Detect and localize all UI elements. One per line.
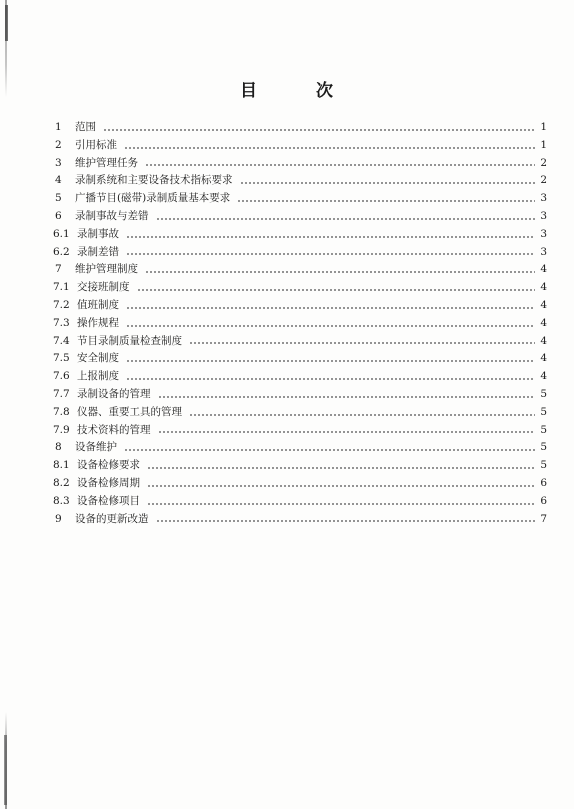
toc-entry-title: 操作规程 <box>77 316 119 329</box>
toc-dot-leader <box>147 460 535 472</box>
scan-mark-top <box>5 5 8 41</box>
toc-entry[interactable] <box>53 333 547 351</box>
toc-dot-leader <box>147 478 535 490</box>
toc-entry[interactable] <box>53 493 547 511</box>
scan-mark-bottom <box>4 735 7 805</box>
toc-dot-leader <box>145 157 535 169</box>
toc-entry[interactable] <box>53 226 547 244</box>
toc-dot-leader <box>126 353 535 365</box>
toc-entry[interactable] <box>53 368 547 386</box>
toc-entry-page: 1 <box>540 138 547 151</box>
toc-entry-title: 广播节目(磁带)录制质量基本要求 <box>75 192 231 205</box>
toc-entry[interactable] <box>53 190 547 208</box>
toc-entry-number: 7.1 <box>53 281 70 294</box>
toc-entry[interactable] <box>53 475 547 493</box>
toc-entry-number: 8.2 <box>53 476 70 489</box>
toc-entry[interactable] <box>53 172 547 190</box>
toc-entry-title: 录制事故 <box>77 227 119 240</box>
toc-entry-page: 5 <box>540 441 547 454</box>
toc-entry-title: 录制差错 <box>77 245 119 258</box>
toc-entry-page: 3 <box>540 227 547 240</box>
toc-dot-leader <box>147 496 535 508</box>
toc-dot-leader <box>189 407 535 419</box>
toc-entry-number: 8 <box>55 441 62 454</box>
toc-dot-leader <box>158 389 536 401</box>
toc-entry[interactable] <box>53 511 547 529</box>
toc-entry-number: 7 <box>55 263 62 276</box>
toc-dot-leader <box>145 264 535 276</box>
toc-entry[interactable] <box>53 244 547 262</box>
toc-entry-page: 1 <box>540 121 547 133</box>
toc-entry-number: 9 <box>55 512 62 525</box>
toc-entry-page: 3 <box>540 192 547 205</box>
scan-edge <box>5 0 7 809</box>
toc-dot-leader <box>240 175 536 187</box>
toc-entry[interactable] <box>53 119 547 137</box>
toc-entry-title: 上报制度 <box>77 370 119 383</box>
toc-entry-page: 2 <box>540 174 547 187</box>
toc-entry[interactable] <box>53 297 547 315</box>
toc-entry[interactable] <box>53 422 547 440</box>
toc-dot-leader <box>126 229 535 241</box>
toc-entry-title: 设备检修要求 <box>77 459 140 472</box>
title-char-left: 目 <box>240 81 258 101</box>
toc-entry-number: 8.3 <box>53 494 70 507</box>
table-of-contents <box>53 119 547 528</box>
toc-dot-leader <box>126 300 535 312</box>
toc-entry-page: 3 <box>540 209 547 222</box>
toc-entry-page: 6 <box>540 476 547 489</box>
toc-entry-number: 1 <box>55 121 62 133</box>
toc-entry-number: 7.8 <box>53 405 70 418</box>
toc-entry-number: 8.1 <box>53 459 70 472</box>
toc-entry[interactable] <box>53 155 547 173</box>
toc-dot-leader <box>124 140 535 152</box>
toc-entry-page: 6 <box>540 494 547 507</box>
toc-dot-leader <box>124 442 535 454</box>
toc-entry-number: 4 <box>55 174 62 187</box>
toc-entry-title: 录制设备的管理 <box>77 387 151 400</box>
toc-entry-title: 值班制度 <box>77 298 119 311</box>
toc-entry-page: 5 <box>540 405 547 418</box>
toc-entry-title: 仪器、重要工具的管理 <box>77 405 182 418</box>
toc-entry-number: 7.2 <box>53 298 70 311</box>
toc-dot-leader <box>156 513 536 525</box>
toc-entry-title: 维护管理任务 <box>75 156 138 169</box>
toc-entry-title: 录制事故与差错 <box>75 209 149 222</box>
toc-entry-number: 7.7 <box>53 387 70 400</box>
toc-entry-page: 5 <box>540 459 547 472</box>
toc-entry-title: 设备的更新改造 <box>75 512 149 525</box>
toc-entry[interactable] <box>53 137 547 155</box>
toc-entry[interactable] <box>53 279 547 297</box>
toc-entry-page: 4 <box>540 298 547 311</box>
toc-entry-page: 3 <box>540 245 547 258</box>
toc-dot-leader <box>126 318 535 330</box>
page-title <box>0 76 574 101</box>
toc-entry-number: 3 <box>55 156 62 169</box>
toc-entry-title: 范围 <box>75 121 96 133</box>
toc-entry-page: 7 <box>540 512 547 525</box>
toc-dot-leader <box>158 424 536 436</box>
toc-entry-title: 安全制度 <box>77 352 119 365</box>
toc-entry-page: 4 <box>540 334 547 347</box>
toc-entry-number: 7.4 <box>53 334 70 347</box>
toc-entry-page: 4 <box>540 281 547 294</box>
toc-entry-title: 设备检修周期 <box>77 476 140 489</box>
toc-dot-leader <box>156 211 536 223</box>
toc-entry-page: 4 <box>540 316 547 329</box>
toc-entry-number: 2 <box>55 138 62 151</box>
toc-entry-number: 7.3 <box>53 316 70 329</box>
toc-entry[interactable] <box>53 261 547 279</box>
toc-entry-title: 设备检修项目 <box>77 494 140 507</box>
toc-dot-leader <box>189 335 535 347</box>
toc-entry-number: 6.1 <box>53 227 70 240</box>
toc-dot-leader <box>137 282 536 294</box>
toc-entry-title: 引用标准 <box>75 138 117 151</box>
toc-entry-number: 6.2 <box>53 245 70 258</box>
toc-dot-leader <box>126 371 535 383</box>
toc-entry-number: 5 <box>55 192 62 205</box>
toc-entry[interactable] <box>53 315 547 333</box>
toc-entry-number: 6 <box>55 209 62 222</box>
toc-entry-number: 7.6 <box>53 370 70 383</box>
toc-entry[interactable] <box>53 208 547 226</box>
toc-entry-page: 2 <box>540 156 547 169</box>
toc-entry-page: 4 <box>540 352 547 365</box>
toc-dot-leader <box>126 246 535 258</box>
toc-entry[interactable] <box>53 386 547 404</box>
toc-entry-title: 录制系统和主要设备技术指标要求 <box>75 174 233 187</box>
title-char-right: 次 <box>316 81 334 101</box>
toc-entry-title: 节目录制质量检查制度 <box>77 334 182 347</box>
toc-dot-leader <box>237 193 535 205</box>
toc-entry-page: 5 <box>540 423 547 436</box>
toc-entry-number: 7.9 <box>53 423 70 436</box>
toc-entry-title: 技术资料的管理 <box>77 423 151 436</box>
toc-entry-number: 7.5 <box>53 352 70 365</box>
toc-entry[interactable] <box>53 457 547 475</box>
toc-entry[interactable] <box>53 350 547 368</box>
toc-entry-title: 维护管理制度 <box>75 263 138 276</box>
toc-entry[interactable] <box>53 439 547 457</box>
toc-entry-title: 交接班制度 <box>77 281 130 294</box>
toc-dot-leader <box>103 122 535 134</box>
toc-entry-page: 5 <box>540 387 547 400</box>
toc-entry-title: 设备维护 <box>75 441 117 454</box>
toc-entry-page: 4 <box>540 370 547 383</box>
toc-entry[interactable] <box>53 404 547 422</box>
toc-entry-page: 4 <box>540 263 547 276</box>
